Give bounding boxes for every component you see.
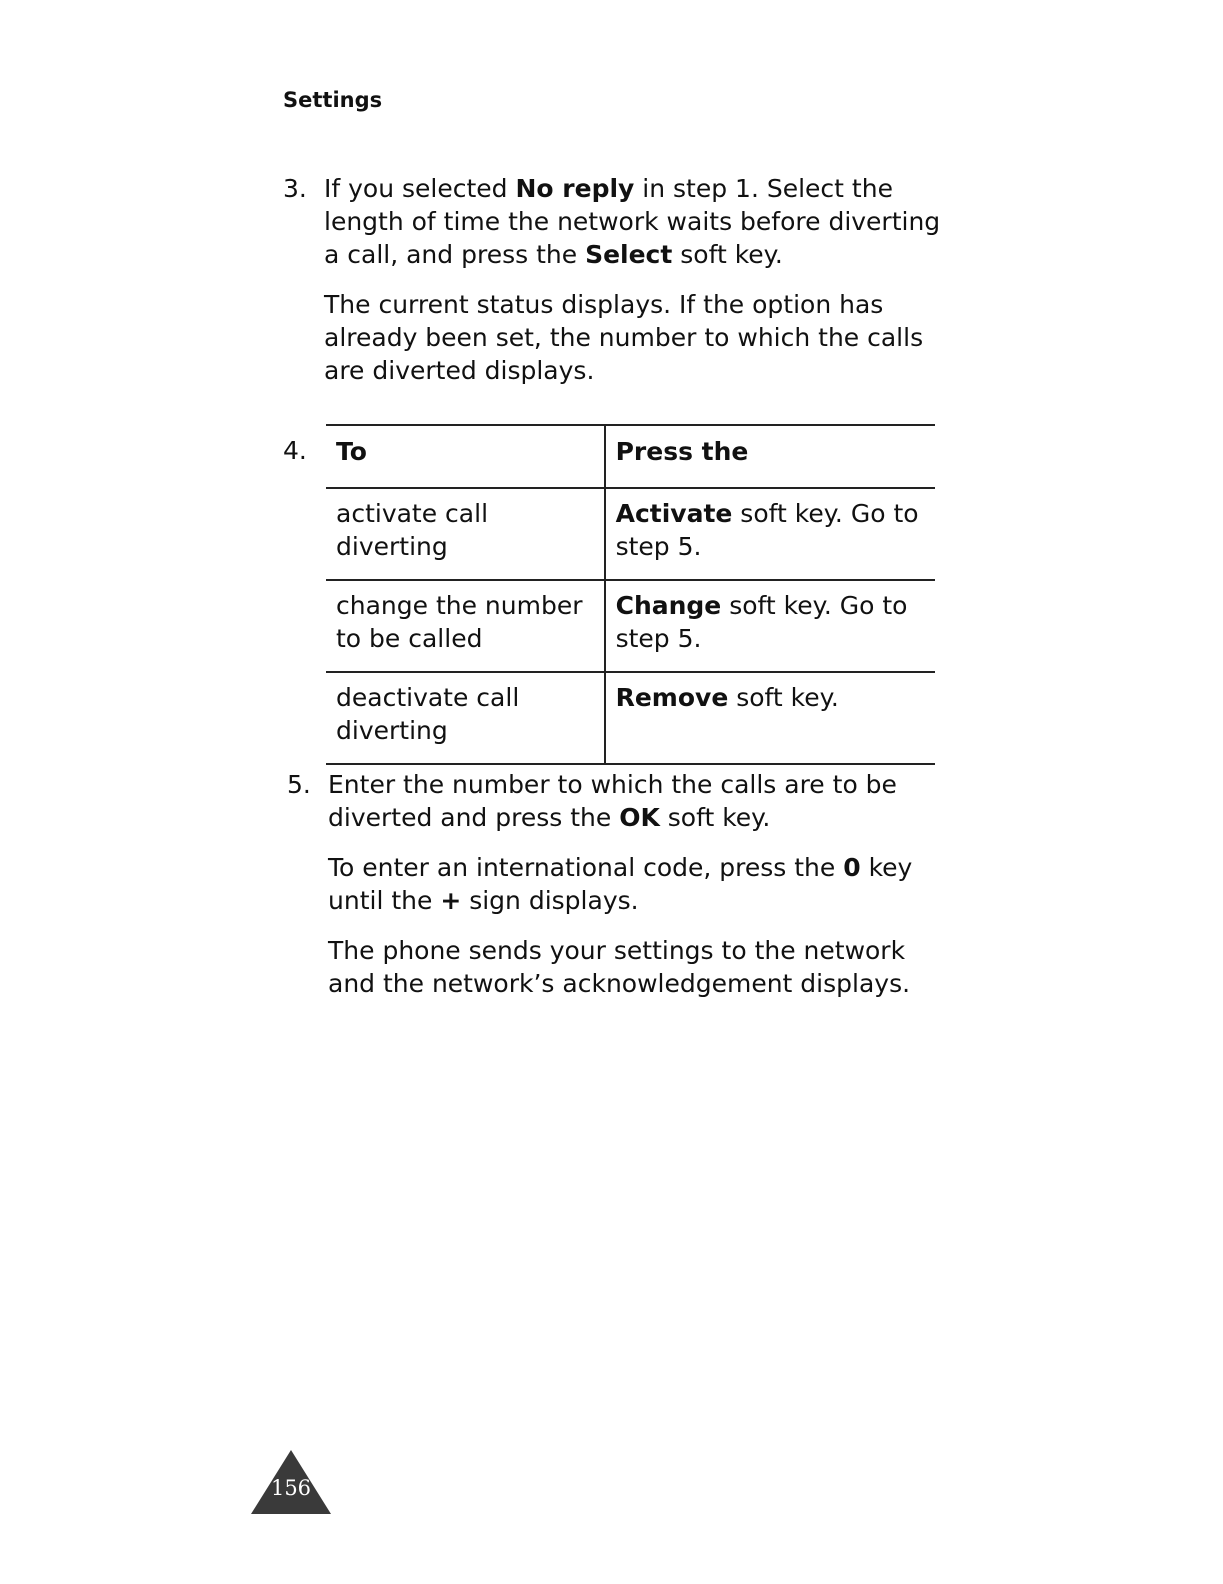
table-row: [326, 672, 935, 764]
table-header-row: [326, 425, 935, 488]
table-cell-action: deactivate call diverting: [326, 672, 605, 764]
step-number: 4.: [283, 436, 307, 465]
step-3-instruction: If you selected No reply in step 1. Select the length of time the network waits before diverting a call, and press the Select soft key.: [324, 174, 941, 269]
table-cell-action: activate call diverting: [326, 488, 605, 580]
table-cell-action: change the number to be called: [326, 580, 605, 672]
page-number: 156: [270, 1476, 312, 1500]
table-row: [326, 488, 935, 580]
page-number-badge: [249, 1448, 333, 1516]
step-body: [328, 768, 947, 1017]
step-number: 5.: [287, 770, 311, 799]
column-header-to: To: [326, 425, 605, 488]
step-5-international-note: To enter an international code, press the 0 key until the + sign displays.: [328, 853, 913, 915]
step-5-result-note: The phone sends your settings to the network and the network’s acknowledgement displays.: [328, 936, 911, 998]
soft-key-table: [326, 424, 935, 765]
column-header-press: Press the: [605, 425, 935, 488]
table-cell-key: Activate soft key. Go to step 5.: [605, 488, 935, 580]
table-cell-key: Remove soft key.: [605, 672, 935, 764]
step-body: [324, 172, 943, 404]
step-number: 3.: [283, 174, 307, 203]
section-header: Settings: [283, 88, 383, 112]
table-cell-key: Change soft key. Go to step 5.: [605, 580, 935, 672]
step-3-status-note: The current status displays. If the option has already been set, the number to which the calls are diverted displays.: [324, 290, 924, 385]
step-5-instruction: Enter the number to which the calls are to be diverted and press the OK soft key.: [328, 770, 897, 832]
table-row: [326, 580, 935, 672]
